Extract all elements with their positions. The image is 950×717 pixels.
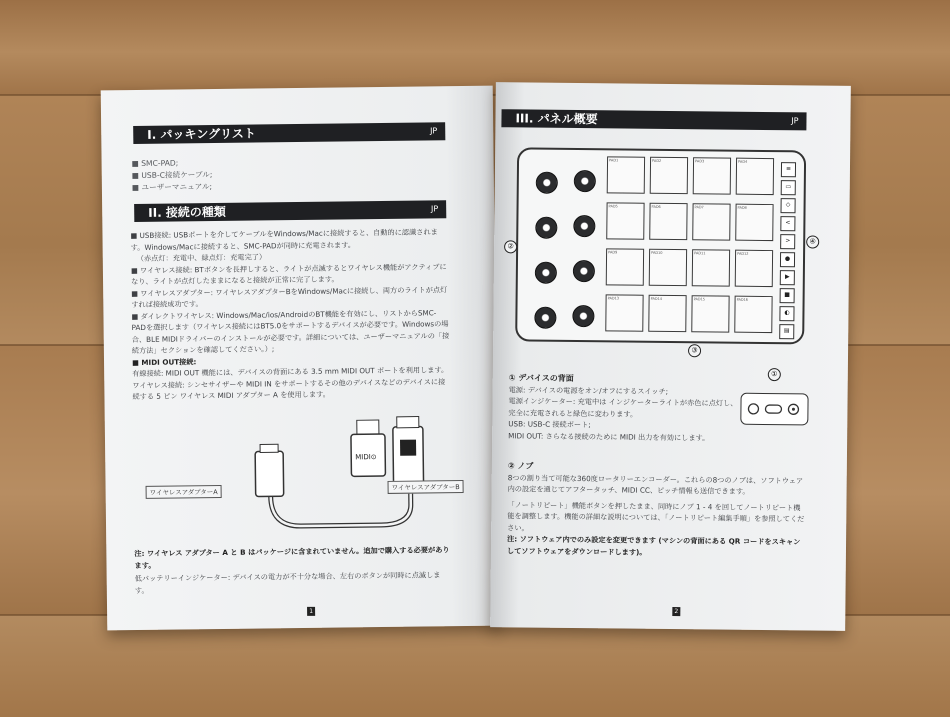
rear-text [508,372,739,432]
knob [573,260,595,282]
section-title: II. 接続の種類 [148,204,226,220]
rear-panel-diagram [740,393,808,426]
pad: PAD5 [606,202,644,239]
indicator-line: 電源インジケーター: 充電中は インジケーターライトが赤色に点灯し、完全に充電されると緑色に変わります。 [508,396,738,419]
side-button: ▭ [781,180,796,195]
side-button: > [780,234,795,249]
adapter-a-label: ワイヤレスアダプターA [146,485,222,499]
knob-title: ② ノブ [507,461,534,471]
adapter-paragraph: ■ ワイヤレスアダプター: ワイヤレスアダプターBをWindows/Macに接続し、両方のライトが点灯すれば接続成功です。 [131,284,448,310]
knob [574,170,596,192]
midi-out-line: MIDI OUT: さらなる接続のために MIDI 出力を有効にします。 [508,431,710,443]
side-button: ▶ [780,270,795,285]
rear-title: ① デバイスの背面 [508,373,574,383]
lang-tag: JP [430,204,439,214]
right-page [490,82,851,631]
pad: PAD8 [735,204,773,241]
section-header-panel [501,109,806,130]
lang-tag: JP [429,126,438,136]
connection-text [130,226,450,402]
side-button: ■ [780,288,795,303]
pad: PAD6 [649,203,687,240]
notes-text [134,544,453,596]
callout-4: ④ [806,235,819,248]
knob [573,215,595,237]
pad: PAD4 [736,158,774,195]
pad: PAD11 [692,249,730,286]
note-repeat-desc: 「ノートリピート」機能ボタンを押したまま、同時にノブ 1 - 4 を回してノートリピート機能を調整します。機能の詳細な説明については、「ノートリピート編集手順」を参照してください。 [507,499,805,533]
adapter-b-label: ワイヤレスアダプターB [388,480,464,494]
wireless-midi-paragraph: ワイヤレス接続: シンセサイザーや MIDI IN をサポートするその他のデバイスなどのデバイスに接続する 5 ピン ワイヤレス MIDI アダプター A を使用します。 [132,376,446,402]
list-item: ■ USB-C接続ケーブル; [131,170,213,181]
knob [534,307,556,329]
lang-tag: JP [791,116,799,126]
knob [535,217,557,239]
pad: PAD16 [734,296,772,333]
power-line: 電源: デバイスの電源をオン/オフにするスイッチ; [508,384,669,396]
pad: PAD14 [648,295,686,332]
side-button: ◇ [781,198,796,213]
side-button: ≡ [781,162,796,177]
svg-text:MIDI⊙: MIDI⊙ [355,453,377,462]
usb-note: （赤点灯：充電中、緑点灯：充電完了） [136,252,267,263]
knob-desc: 8つの割り当て可能な360度ロータリーエンコーダー。これらの8つのノブは、ソフトウェア内の設定を通じてアフタータッチ、MIDI CC、ピッチ情報も送信できます。 [507,472,804,496]
wireless-paragraph: ■ ワイヤレス接続: BTボタンを長押しすると、ライトが点滅するとワイヤレス機能がアクティブになり、ライトが点灯したままになると接続が正常に完了します。 [130,261,447,287]
usb-line: USB: USB-C 接続ポート; [508,419,591,430]
side-button: ▤ [779,324,794,339]
left-page [101,86,500,631]
controller-diagram [515,147,806,344]
knob [536,172,558,194]
page-number: 2 [672,607,680,616]
list-item: ■ ユーザーマニュアル; [131,182,213,193]
pad: PAD9 [606,248,644,285]
side-button: ◐ [779,306,794,321]
pad: PAD12 [735,250,773,287]
section-title: III. パネル概要 [515,111,598,127]
software-note: 注: ソフトウェア内でのみ設定を変更できます (マシンの背面にある QR コードをスキャンしてソフトウェアをダウンロードします)。 [506,534,801,557]
adapter-note: 注: ワイヤレス アダプター A と B はパッケージに含まれていません。追加で購入する必要があります。 [134,545,450,570]
direct-paragraph: ■ ダイレクトワイヤレス: Windows/Mac/ios/AndroidのBT機能を有効にし、リストからSMC-PADを選択します（ワイヤレス接続にはBT5.0をサポートするデバイスが必要です。Windowsの場合、BLE MIDIドライバーのインストールが必要です。詳細については、ユーザーマニュアルの「接続方法」セクションを確認してください。）; [131,307,450,356]
knob-text [507,460,808,559]
side-button: ● [780,252,795,267]
midi-title: ■ MIDI OUT接続: [131,356,197,367]
side-button: < [780,216,795,231]
pad: PAD10 [649,249,687,286]
usb-paragraph: ■ USB接続: USBポートを介してケーブルをWindows/Macに接続すると、自動的に認識されます。Windows/Macに接続すると、SMC-PADが同時に充電されます。 [130,227,438,252]
pad: PAD13 [605,294,643,331]
section-header-connection [134,200,446,222]
battery-paragraph: 低バッテリーインジケーター: デバイスの電力が不十分な場合、左右のボタンが同時に点滅します。 [134,570,441,595]
wired-paragraph: 有線接続: MIDI OUT 機能には、デバイスの背面にある 3.5 mm MIDI OUT ポートを利用します。 [132,365,449,379]
pad: PAD7 [692,203,730,240]
pad: PAD2 [650,157,688,194]
pad: PAD3 [693,157,731,194]
list-item: ■ SMC-PAD; [131,158,179,169]
callout-2: ② [504,240,517,253]
callout-3: ③ [688,344,701,357]
section-title: I. パッキングリスト [147,126,256,142]
wood-plank [0,0,950,95]
callout-1: ① [768,368,781,381]
adapter-b-illustration [345,417,406,488]
section-header-packing [133,122,445,144]
packing-list [132,157,213,194]
pad-grid [519,149,804,302]
pad: PAD15 [691,295,729,332]
page-number: 1 [307,607,315,616]
knob [535,262,557,284]
pad: PAD1 [607,156,645,193]
knob [572,305,594,327]
